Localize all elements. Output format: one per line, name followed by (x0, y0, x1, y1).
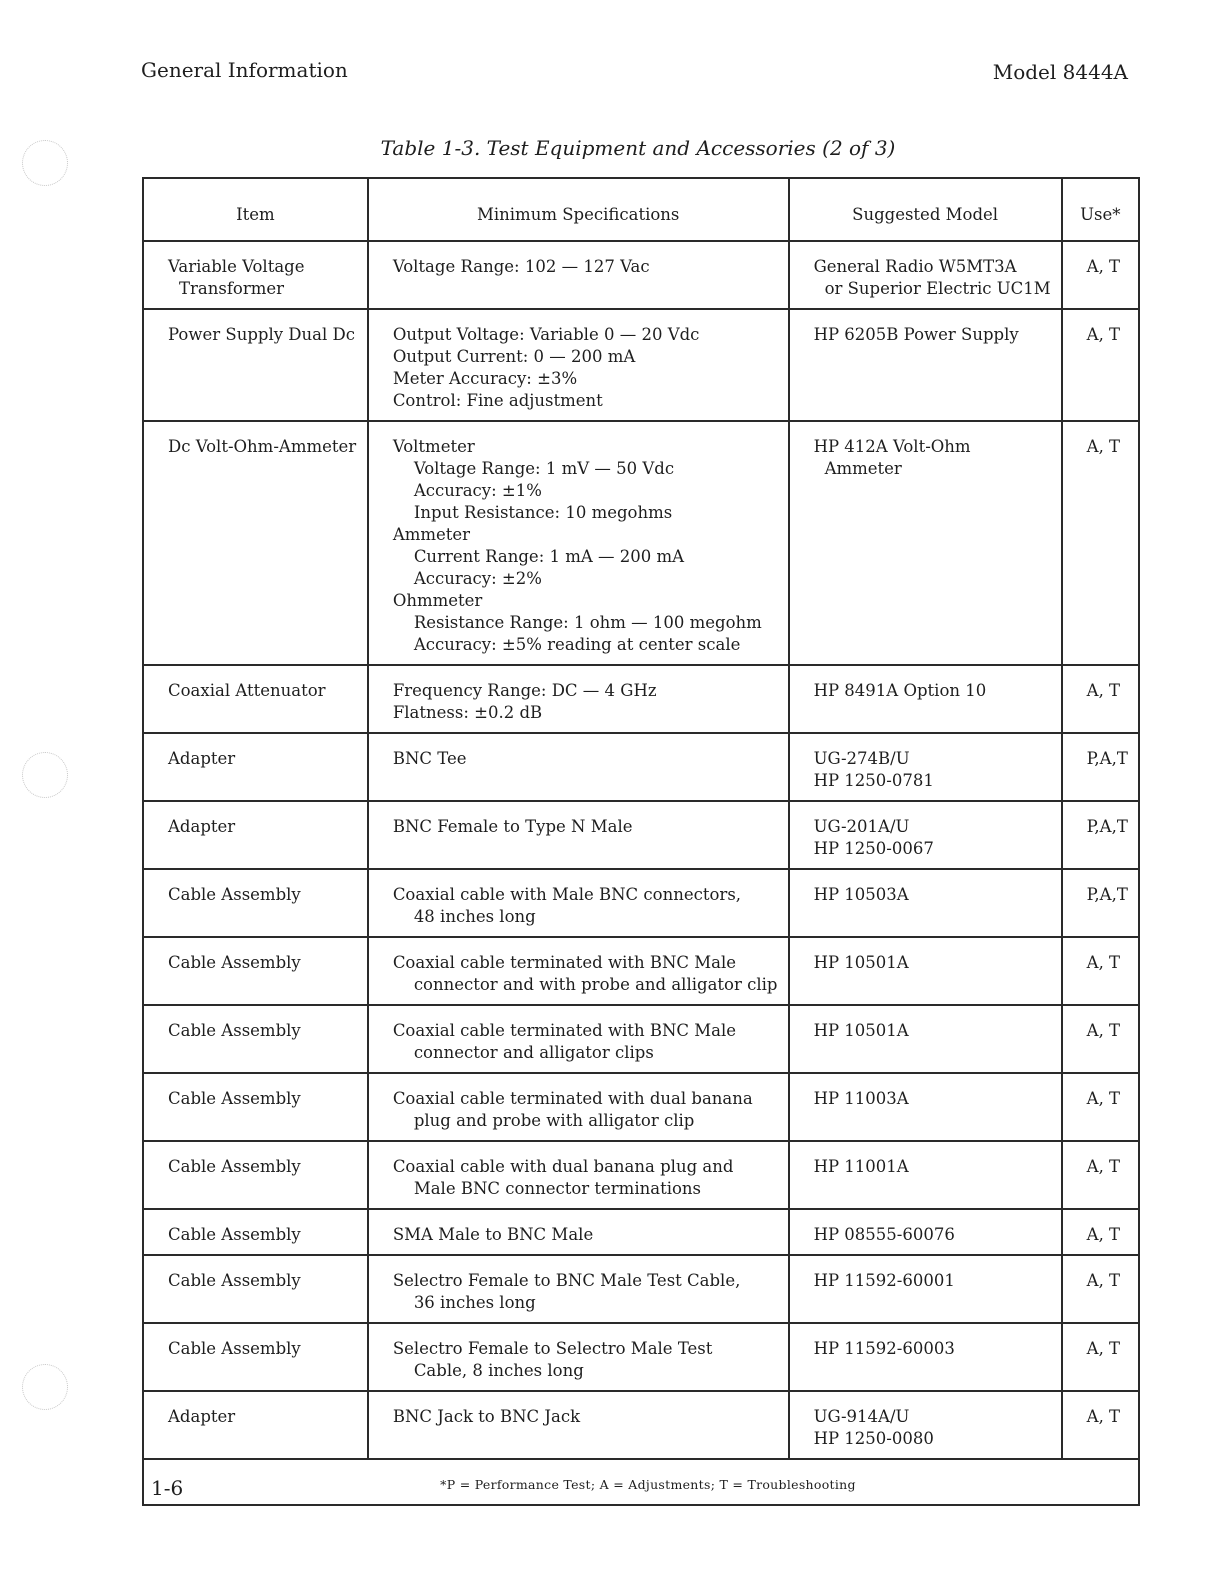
item-cell (143, 1255, 368, 1323)
specifications-cell (368, 1073, 789, 1141)
suggested-model-cell (789, 1391, 1062, 1459)
specifications-cell (368, 421, 789, 665)
model-text: HP 1250-0781 (813, 771, 934, 790)
specification-line: Coaxial cable terminated with BNC Male (392, 953, 737, 972)
item-cell (143, 1141, 368, 1209)
table-row (143, 1141, 1139, 1209)
use-cell: P,A,T (1062, 801, 1139, 869)
column-header-item: Item (143, 178, 368, 241)
equipment-table (142, 177, 1140, 1506)
item-text: Power Supply Dual Dc (168, 325, 355, 344)
model-text: HP 11003A (813, 1089, 909, 1108)
item-text: Coaxial Attenuator (168, 681, 326, 700)
table-row (143, 937, 1139, 1005)
specifications-cell (368, 1209, 789, 1255)
specification-line: Flatness: ±0.2 dB (392, 703, 543, 722)
item-cell (143, 1005, 368, 1073)
model-text: HP 08555-60076 (813, 1225, 955, 1244)
suggested-model-cell (789, 937, 1062, 1005)
specification-line: Selectro Female to BNC Male Test Cable, (392, 1271, 741, 1290)
specification-line: Coaxial cable with Male BNC connectors, (392, 885, 742, 904)
suggested-model-cell (789, 309, 1062, 421)
suggested-model-cell (789, 1255, 1062, 1323)
specification-line: Voltage Range: 102 — 127 Vac (392, 257, 650, 276)
table-row (143, 1209, 1139, 1255)
specification-line: Meter Accuracy: ±3% (392, 369, 578, 388)
use-cell: A, T (1062, 1391, 1139, 1459)
item-text: Cable Assembly (168, 1021, 301, 1040)
footnote-row (143, 1459, 1139, 1505)
table-row (143, 1073, 1139, 1141)
table-header-row (143, 178, 1139, 241)
item-cell (143, 869, 368, 937)
model-text: UG-274B/U (813, 749, 910, 768)
model-text: HP 10503A (813, 885, 909, 904)
model-text: HP 412A Volt-Ohm (813, 437, 971, 456)
specifications-cell (368, 1391, 789, 1459)
specification-line: Male BNC connector terminations (413, 1179, 701, 1198)
table-row (143, 801, 1139, 869)
use-cell: A, T (1062, 937, 1139, 1005)
model-text: HP 11592-60001 (813, 1271, 955, 1290)
suggested-model-cell (789, 869, 1062, 937)
item-cell (143, 241, 368, 309)
specification-line: Control: Fine adjustment (392, 391, 603, 410)
use-cell: A, T (1062, 1323, 1139, 1391)
specifications-cell (368, 1323, 789, 1391)
table-row (143, 869, 1139, 937)
specification-line: 36 inches long (413, 1293, 536, 1312)
specifications-cell (368, 665, 789, 733)
specification-line: Coaxial cable terminated with dual banana (392, 1089, 753, 1108)
suggested-model-cell (789, 733, 1062, 801)
use-cell: A, T (1062, 1209, 1139, 1255)
model-text: HP 8491A Option 10 (813, 681, 987, 700)
suggested-model-cell (789, 421, 1062, 665)
specification-line: 48 inches long (413, 907, 536, 926)
item-cell (143, 421, 368, 665)
item-cell (143, 1391, 368, 1459)
use-cell: A, T (1062, 1073, 1139, 1141)
specification-line: Current Range: 1 mA — 200 mA (413, 547, 685, 566)
use-cell: A, T (1062, 421, 1139, 665)
use-cell: A, T (1062, 1141, 1139, 1209)
specification-line: Output Current: 0 — 200 mA (392, 347, 636, 366)
specifications-cell (368, 1255, 789, 1323)
binder-hole (22, 1364, 68, 1410)
running-header-section: General Information (141, 58, 348, 82)
item-text: Adapter (168, 817, 236, 836)
item-text: Adapter (168, 1407, 236, 1426)
specification-line: Frequency Range: DC — 4 GHz (392, 681, 657, 700)
specifications-cell (368, 241, 789, 309)
suggested-model-cell (789, 665, 1062, 733)
model-text: HP 10501A (813, 953, 909, 972)
specification-line: Input Resistance: 10 megohms (413, 503, 673, 522)
table-row (143, 309, 1139, 421)
table-body (143, 241, 1139, 1459)
footnote: *P = Performance Test; A = Adjustments; T = Troubleshooting (143, 1459, 1139, 1505)
suggested-model-cell (789, 1323, 1062, 1391)
use-cell: A, T (1062, 665, 1139, 733)
table-row (143, 665, 1139, 733)
table-row (143, 1391, 1139, 1459)
model-text: HP 1250-0067 (813, 839, 934, 858)
specification-line: plug and probe with alligator clip (413, 1111, 695, 1130)
item-text: Cable Assembly (168, 1089, 301, 1108)
specification-line: Resistance Range: 1 ohm — 100 megohm (413, 613, 762, 632)
item-cell (143, 801, 368, 869)
table-row (143, 241, 1139, 309)
specification-line: connector and with probe and alligator clip (413, 975, 778, 994)
item-cell (143, 1323, 368, 1391)
specifications-cell (368, 309, 789, 421)
specification-line: Accuracy: ±5% reading at center scale (413, 635, 741, 654)
binder-hole (22, 752, 68, 798)
specification-line: BNC Female to Type N Male (392, 817, 633, 836)
use-cell: A, T (1062, 309, 1139, 421)
suggested-model-cell (789, 241, 1062, 309)
item-text: Cable Assembly (168, 885, 301, 904)
item-cell (143, 937, 368, 1005)
column-header-suggested-model: Suggested Model (789, 178, 1062, 241)
specification-line: BNC Jack to BNC Jack (392, 1407, 581, 1426)
table-row (143, 1005, 1139, 1073)
model-text: HP 11001A (813, 1157, 909, 1176)
table-row (143, 421, 1139, 665)
model-text: General Radio W5MT3A (813, 257, 1017, 276)
specifications-cell (368, 1141, 789, 1209)
specification-line: Coaxial cable terminated with BNC Male (392, 1021, 737, 1040)
model-text: UG-914A/U (813, 1407, 910, 1426)
column-header-specifications: Minimum Specifications (368, 178, 789, 241)
use-cell: A, T (1062, 1005, 1139, 1073)
page-number: 1-6 (151, 1476, 184, 1500)
column-header-use: Use* (1062, 178, 1139, 241)
item-cell (143, 1209, 368, 1255)
item-text: Cable Assembly (168, 953, 301, 972)
use-cell: A, T (1062, 1255, 1139, 1323)
item-cell (143, 309, 368, 421)
specification-line: Coaxial cable with dual banana plug and (392, 1157, 734, 1176)
table-row (143, 1255, 1139, 1323)
table-row (143, 733, 1139, 801)
specifications-cell (368, 869, 789, 937)
specification-line: Ammeter (392, 525, 471, 544)
specification-line: Cable, 8 inches long (413, 1361, 584, 1380)
model-text: HP 6205B Power Supply (813, 325, 1019, 344)
model-text: HP 1250-0080 (813, 1429, 934, 1448)
model-text: HP 11592-60003 (813, 1339, 955, 1358)
item-text: Cable Assembly (168, 1157, 301, 1176)
item-text: Cable Assembly (168, 1225, 301, 1244)
item-text: Adapter (168, 749, 236, 768)
suggested-model-cell (789, 1141, 1062, 1209)
item-text: Cable Assembly (168, 1271, 301, 1290)
specification-line: Accuracy: ±1% (413, 481, 542, 500)
specifications-cell (368, 801, 789, 869)
specifications-cell (368, 733, 789, 801)
table-caption: Table 1-3. Test Equipment and Accessories (2 of 3) (380, 136, 896, 160)
item-text: Dc Volt-Ohm-Ammeter (168, 437, 357, 456)
use-cell: A, T (1062, 241, 1139, 309)
running-header-model: Model 8444A (992, 60, 1128, 84)
specification-line: Voltage Range: 1 mV — 50 Vdc (413, 459, 675, 478)
suggested-model-cell (789, 1005, 1062, 1073)
specification-line: Output Voltage: Variable 0 — 20 Vdc (392, 325, 700, 344)
table-row (143, 1323, 1139, 1391)
item-cell (143, 733, 368, 801)
specification-line: Selectro Female to Selectro Male Test (392, 1339, 713, 1358)
model-text: Ammeter (824, 459, 902, 478)
model-text: or Superior Electric UC1M (824, 279, 1051, 298)
item-text: Cable Assembly (168, 1339, 301, 1358)
binder-hole (22, 140, 68, 186)
item-cell (143, 1073, 368, 1141)
specifications-cell (368, 937, 789, 1005)
item-cell (143, 665, 368, 733)
suggested-model-cell (789, 1209, 1062, 1255)
suggested-model-cell (789, 801, 1062, 869)
model-text: HP 10501A (813, 1021, 909, 1040)
item-text: Transformer (179, 279, 285, 298)
specification-line: BNC Tee (392, 749, 467, 768)
specification-line: SMA Male to BNC Male (392, 1225, 594, 1244)
use-cell: P,A,T (1062, 869, 1139, 937)
specifications-cell (368, 1005, 789, 1073)
model-text: UG-201A/U (813, 817, 910, 836)
suggested-model-cell (789, 1073, 1062, 1141)
specification-line: Voltmeter (392, 437, 475, 456)
specification-line: Ohmmeter (392, 591, 483, 610)
specification-line: connector and alligator clips (413, 1043, 654, 1062)
specification-line: Accuracy: ±2% (413, 569, 542, 588)
use-cell: P,A,T (1062, 733, 1139, 801)
item-text: Variable Voltage (168, 257, 305, 276)
